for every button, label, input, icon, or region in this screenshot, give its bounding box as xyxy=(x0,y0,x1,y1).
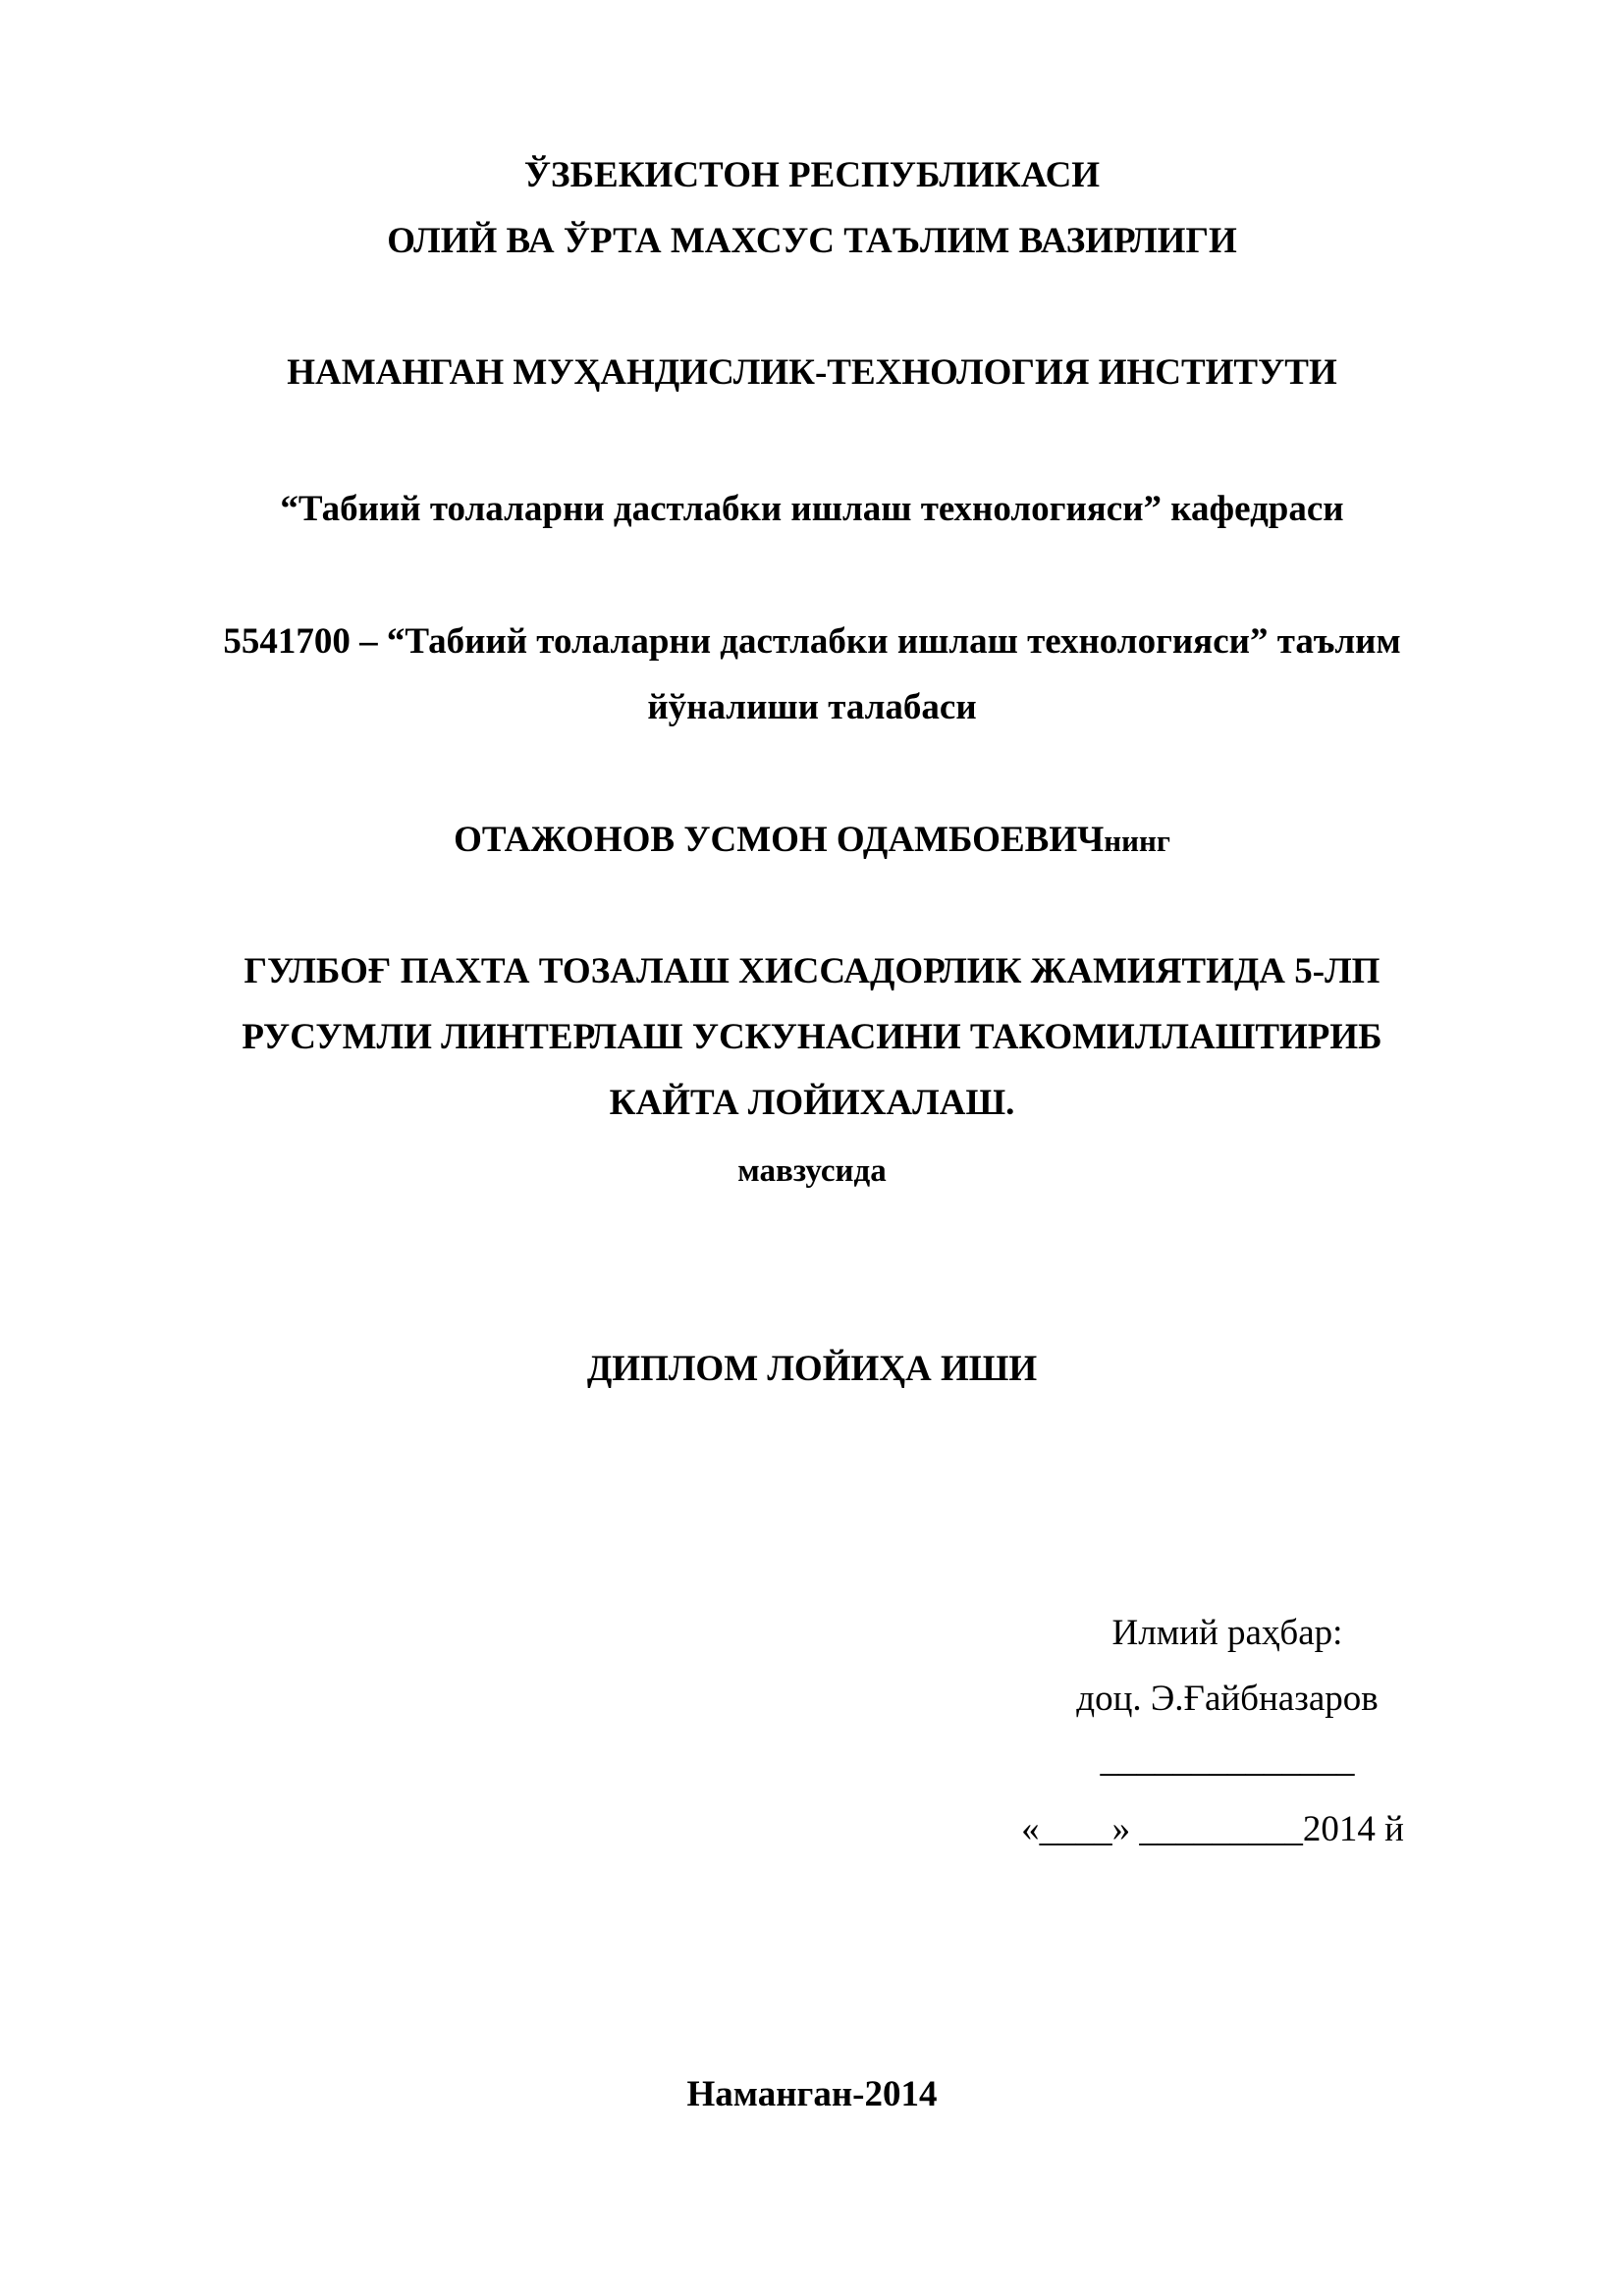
date-line: «____» _________2014 й xyxy=(1021,1809,1404,1849)
topic-suffix: мавзусида xyxy=(737,1153,887,1189)
institute-heading: НАМАНГАН МУҲАНДИСЛИК-ТЕХНОЛОГИЯ ИНСТИТУТИ xyxy=(287,352,1337,393)
ministry-heading: ОЛИЙ ВА ЎРТА МАХСУС ТАЪЛИМ ВАЗИРЛИГИ xyxy=(387,221,1237,261)
topic-line-1: ГУЛБОҒ ПАХТА ТОЗАЛАШ ХИССАДОРЛИК ЖАМИЯТИДА 5-ЛП xyxy=(244,951,1380,991)
department-line: “Табиий толаларни дастлабки ишлаш технологияси” кафедраси xyxy=(280,489,1344,529)
student-name-suffix: нинг xyxy=(1104,824,1170,858)
topic-line-3: КАЙТА ЛОЙИХАЛАШ. xyxy=(609,1083,1015,1123)
student-name-line xyxy=(0,818,1624,864)
signature-line: ______________ xyxy=(1100,1739,1355,1780)
supervisor-name: доц. Э.Ғайбназаров xyxy=(1076,1679,1379,1719)
work-type-heading: ДИПЛОМ ЛОЙИҲА ИШИ xyxy=(586,1349,1038,1389)
program-line-2: йўналиши талабаси xyxy=(647,687,977,727)
republic-heading: ЎЗБЕКИСТОН РЕСПУБЛИКАСИ xyxy=(523,155,1101,195)
supervisor-label: Илмий раҳбар: xyxy=(1111,1613,1343,1653)
student-name: ОТАЖОНОВ УСМОН ОДАМБОЕВИЧ xyxy=(454,820,1105,860)
city-year-footer: Наманган-2014 xyxy=(686,2074,938,2114)
topic-line-2: РУСУМЛИ ЛИНТЕРЛАШ УСКУНАСИНИ ТАКОМИЛЛАШТИРИБ xyxy=(242,1017,1382,1057)
program-line-1: 5541700 – “Табиий толаларни дастлабки ишлаш технологияси” таълим xyxy=(223,621,1401,662)
